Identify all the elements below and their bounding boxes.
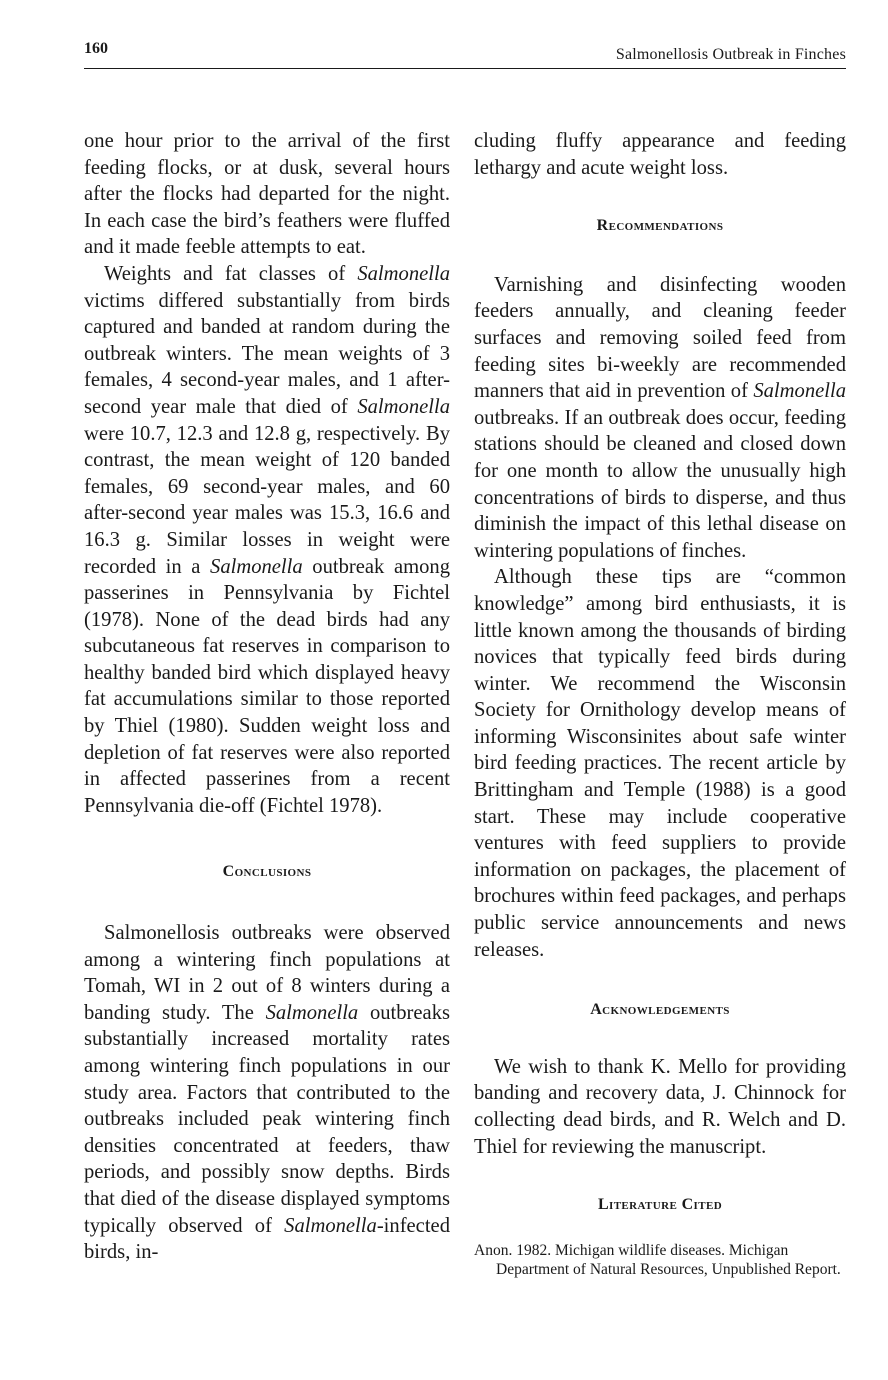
- text-run: Salmonellosis outbreaks were observed among a wintering finch populations at Tomah, WI in 2 out of 8 winters during a banding study. The: [84, 922, 450, 1024]
- text-run: were 10.7, 12.3 and 12.8 g, respectively. By contrast, the mean weight of 120 banded females, 69 second-year males, and 60 after-second year males was 15.3, 16.6 and 16.3 g. Similar losses in weight were recorded in a: [84, 422, 450, 578]
- paragraph-recommendations-1: [474, 272, 846, 565]
- paragraph-recommendations-2: Although these tips are “common knowledge” among bird enthusiasts, it is little known among the thousands of birding novices that typically feed birds during winter. We recommend the Wisconsin Society for Ornithology develop means of informing Wisconsinites about safe winter bird feeding practices. The recent article by Brittingham and Temple (1988) is a good start. These may include cooperative ventures with feed suppliers to provide information on packages, the placement of brochures within feed packages, and perhaps public service announcements and news releases.: [474, 566, 846, 961]
- text-run: outbreaks substantially increased mortality rates among wintering finch populations in our study area. Factors that contributed to the outbreaks included peak wintering finch densities concentrated at feeders, thaw periods, and possibly snow depths. Birds that died of the disease displayed symptoms typically observed of: [84, 1001, 451, 1237]
- reference-entry: Anon. 1982. Michigan wildlife diseases. Michigan Department of Natural Resources, Unpublished Report.: [474, 1241, 841, 1279]
- italic-genus: Salmonella: [753, 380, 846, 403]
- section-heading-recommendations: Recommendations: [596, 217, 724, 235]
- section-heading-acknowledgements: Acknowledgements: [590, 1001, 730, 1019]
- left-column: [84, 128, 450, 1266]
- section-heading-literature-cited: Literature Cited: [597, 1196, 723, 1214]
- text-run: victims differed substantially from birds captured and banded at random during the outbreak winters. The mean weights of 3 females, 4 second-year males, and 1 after-second year male that died of: [84, 289, 450, 418]
- italic-genus: Salmonella: [357, 262, 450, 285]
- text-run: Varnishing and disinfecting wooden feeders annually, and cleaning feeder surfaces and removing soiled feed from feeding sites bi-weekly are recommended manners that aid in prevention of: [474, 273, 846, 403]
- italic-genus: Salmonella: [284, 1214, 377, 1237]
- paragraph-continuation: cluding fluffy appearance and feeding lethargy and acute weight loss.: [474, 130, 846, 179]
- paragraph-conclusions: [84, 920, 450, 1266]
- page-number: 160: [84, 40, 108, 57]
- text-run: Weights and fat classes of: [104, 262, 358, 285]
- paragraph-observation: one hour prior to the arrival of the first feeding flocks, or at dusk, several hours after the flocks had departed for the night. In each case the bird’s feathers were fluffed and it made feeble attempts to eat.: [84, 130, 450, 259]
- section-heading-conclusions: Conclusions: [222, 863, 312, 881]
- text-run: outbreak among passerines in Pennsylvania by Fichtel (1978). None of the dead birds had any subcutaneous fat reserves in comparison to healthy banded bird which displayed heavy fat accumulations similar to those reported by Thiel (1980). Sudden weight loss and depletion of fat reserves were also reported in affected passerines from a recent Pennsylvania die-off (Fichtel 1978).: [84, 555, 450, 817]
- paragraph-weights: [84, 261, 450, 819]
- page-header: [84, 38, 846, 69]
- paragraph-acknowledgements: We wish to thank K. Mello for providing banding and recovery data, J. Chinnock for collecting dead birds, and R. Welch and D. Thiel for reviewing the manuscript.: [474, 1055, 846, 1158]
- italic-genus: Salmonella: [265, 1001, 359, 1024]
- text-run: outbreaks. If an outbreak does occur, feeding stations should be cleaned and closed down for one month to allow the unusually high concentrations of birds to disperse, and thus diminish the impact of this lethal disease on wintering populations of finches.: [474, 406, 846, 562]
- text-run: -infected birds, in-: [84, 1214, 450, 1264]
- italic-genus: Salmonella: [357, 395, 450, 418]
- running-title: Salmonellosis Outbreak in Finches: [615, 46, 846, 63]
- italic-genus: Salmonella: [210, 555, 303, 578]
- right-column: [474, 128, 846, 1280]
